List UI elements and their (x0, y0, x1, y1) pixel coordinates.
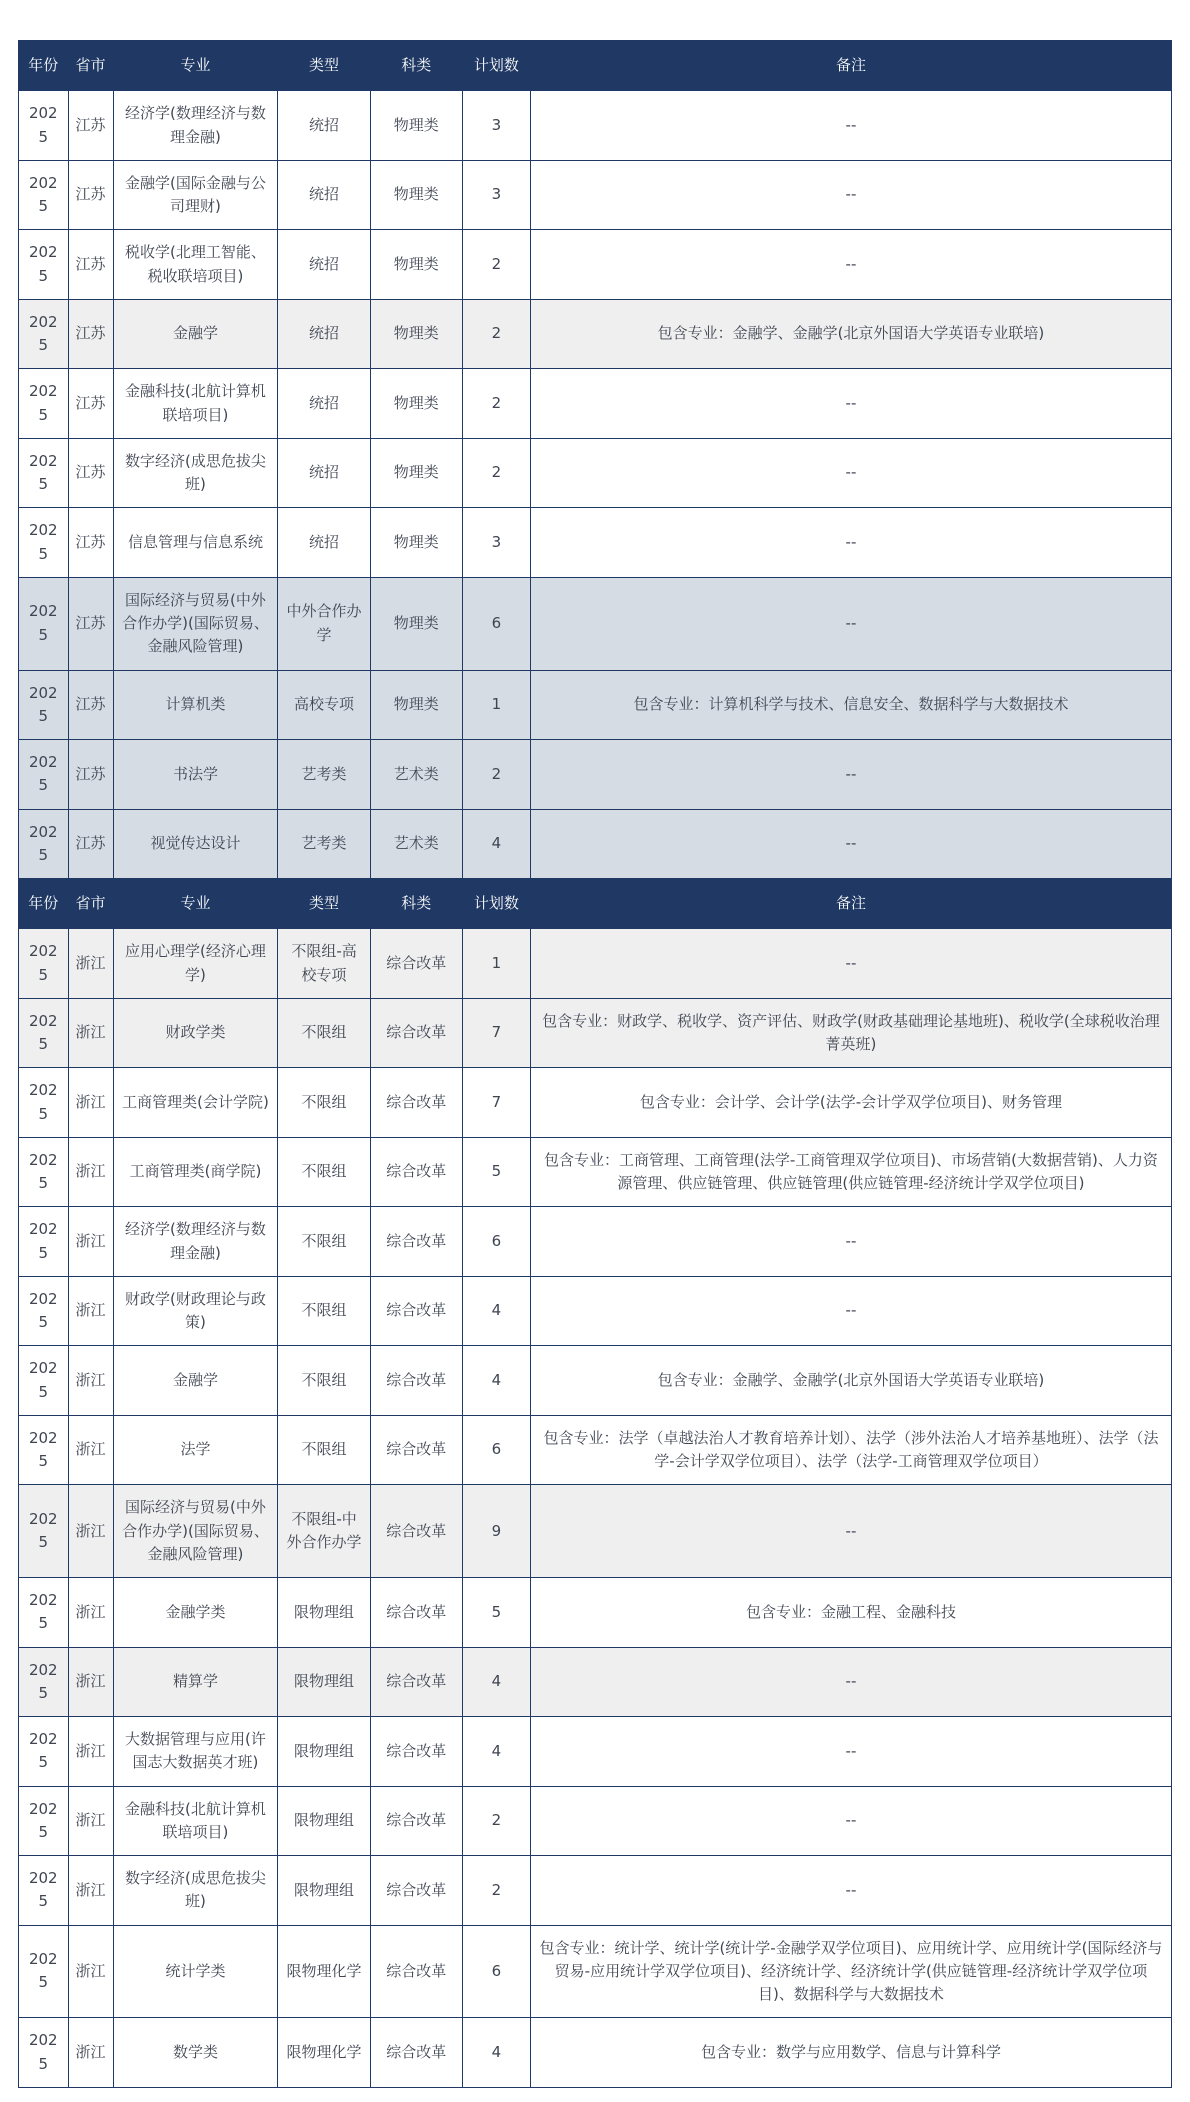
plan-cell: 5 (462, 1137, 530, 1207)
table-row (19, 1068, 1172, 1138)
subject-cell: 综合改革 (370, 1717, 462, 1787)
remark-cell: 包含专业：金融学、金融学(北京外国语大学英语专业联培) (530, 1346, 1171, 1416)
major-cell: 数字经济(成思危拔尖班) (113, 1856, 278, 1926)
year-cell: 2025 (19, 1207, 69, 1277)
table-row (19, 438, 1172, 508)
province-cell: 浙江 (68, 1276, 113, 1346)
plan-cell: 2 (462, 369, 530, 439)
column-header-major: 专业 (113, 41, 278, 91)
table-row (19, 1856, 1172, 1926)
type-cell: 统招 (278, 369, 370, 439)
type-cell: 限物理组 (278, 1647, 370, 1717)
year-cell: 2025 (19, 1137, 69, 1207)
remark-cell: 包含专业：统计学、统计学(统计学-金融学双学位项目)、应用统计学、应用统计学(国际经济与贸易-应用统计学双学位项目)、经济统计学、经济统计学(供应链管理-经济统计学双学位项目)、数据科学与大数据技术 (530, 1925, 1171, 2018)
table-row (19, 1346, 1172, 1416)
major-cell: 金融学 (113, 1346, 278, 1416)
table-row (19, 230, 1172, 300)
year-cell: 2025 (19, 929, 69, 999)
subject-cell: 综合改革 (370, 1068, 462, 1138)
plan-cell: 2 (462, 299, 530, 369)
year-cell: 2025 (19, 1276, 69, 1346)
province-cell: 浙江 (68, 929, 113, 999)
major-cell: 国际经济与贸易(中外合作办学)(国际贸易、金融风险管理) (113, 1485, 278, 1578)
province-cell: 浙江 (68, 1485, 113, 1578)
province-cell: 江苏 (68, 369, 113, 439)
province-cell: 浙江 (68, 1578, 113, 1648)
type-cell: 统招 (278, 160, 370, 230)
plan-cell: 4 (462, 1717, 530, 1787)
remark-cell: -- (530, 1647, 1171, 1717)
province-cell: 江苏 (68, 508, 113, 578)
type-cell: 不限组 (278, 1346, 370, 1416)
subject-cell: 综合改革 (370, 1647, 462, 1717)
province-cell: 浙江 (68, 1137, 113, 1207)
plan-cell: 4 (462, 1346, 530, 1416)
type-cell: 限物理化学 (278, 1925, 370, 2018)
type-cell: 统招 (278, 230, 370, 300)
remark-cell: -- (530, 929, 1171, 999)
subject-cell: 艺术类 (370, 740, 462, 810)
major-cell: 信息管理与信息系统 (113, 508, 278, 578)
major-cell: 工商管理类(商学院) (113, 1137, 278, 1207)
type-cell: 统招 (278, 91, 370, 161)
remark-cell: -- (530, 1207, 1171, 1277)
table-row (19, 160, 1172, 230)
plan-cell: 3 (462, 160, 530, 230)
remark-cell: -- (530, 1485, 1171, 1578)
subject-cell: 综合改革 (370, 1925, 462, 2018)
plan-cell: 1 (462, 670, 530, 740)
column-header-plan: 计划数 (462, 879, 530, 929)
province-cell: 浙江 (68, 1207, 113, 1277)
year-cell: 2025 (19, 1647, 69, 1717)
type-cell: 不限组 (278, 1068, 370, 1138)
subject-cell: 物理类 (370, 299, 462, 369)
plan-cell: 6 (462, 1207, 530, 1277)
year-cell: 2025 (19, 577, 69, 670)
column-header-subject: 科类 (370, 41, 462, 91)
table-row (19, 740, 1172, 810)
major-cell: 金融学 (113, 299, 278, 369)
table-header-row-jiangsu (19, 41, 1172, 91)
subject-cell: 综合改革 (370, 1276, 462, 1346)
table-row (19, 1578, 1172, 1648)
year-cell: 2025 (19, 670, 69, 740)
plan-cell: 5 (462, 1578, 530, 1648)
admission-plan-table (18, 40, 1172, 2088)
plan-cell: 6 (462, 1415, 530, 1485)
province-cell: 江苏 (68, 438, 113, 508)
major-cell: 财政学(财政理论与政策) (113, 1276, 278, 1346)
type-cell: 统招 (278, 508, 370, 578)
remark-cell: 包含专业：金融工程、金融科技 (530, 1578, 1171, 1648)
table-row (19, 577, 1172, 670)
plan-cell: 4 (462, 2018, 530, 2088)
type-cell: 艺考类 (278, 809, 370, 879)
remark-cell: 包含专业：法学（卓越法治人才教育培养计划）、法学（涉外法治人才培养基地班）、法学（法学-会计学双学位项目）、法学（法学-工商管理双学位项目） (530, 1415, 1171, 1485)
type-cell: 限物理组 (278, 1786, 370, 1856)
province-cell: 浙江 (68, 1647, 113, 1717)
year-cell: 2025 (19, 1717, 69, 1787)
remark-cell: -- (530, 438, 1171, 508)
type-cell: 统招 (278, 438, 370, 508)
year-cell: 2025 (19, 438, 69, 508)
province-cell: 江苏 (68, 577, 113, 670)
plan-cell: 7 (462, 998, 530, 1068)
major-cell: 金融学(国际金融与公司理财) (113, 160, 278, 230)
subject-cell: 综合改革 (370, 929, 462, 999)
remark-cell: -- (530, 809, 1171, 879)
table-row (19, 1485, 1172, 1578)
province-cell: 浙江 (68, 1068, 113, 1138)
table-row (19, 1786, 1172, 1856)
province-cell: 浙江 (68, 1856, 113, 1926)
remark-cell: -- (530, 577, 1171, 670)
table-row (19, 1647, 1172, 1717)
major-cell: 应用心理学(经济心理学) (113, 929, 278, 999)
province-cell: 浙江 (68, 2018, 113, 2088)
year-cell: 2025 (19, 1068, 69, 1138)
table-header-row-zhejiang (19, 879, 1172, 929)
subject-cell: 综合改革 (370, 2018, 462, 2088)
major-cell: 税收学(北理工智能、税收联培项目) (113, 230, 278, 300)
table-row (19, 508, 1172, 578)
column-header-province: 省市 (68, 879, 113, 929)
remark-cell: 包含专业：会计学、会计学(法学-会计学双学位项目)、财务管理 (530, 1068, 1171, 1138)
table-row (19, 1925, 1172, 2018)
subject-cell: 物理类 (370, 160, 462, 230)
plan-cell: 2 (462, 740, 530, 810)
plan-cell: 3 (462, 91, 530, 161)
plan-cell: 2 (462, 438, 530, 508)
type-cell: 中外合作办学 (278, 577, 370, 670)
year-cell: 2025 (19, 740, 69, 810)
plan-cell: 4 (462, 1647, 530, 1717)
subject-cell: 综合改革 (370, 1485, 462, 1578)
subject-cell: 物理类 (370, 230, 462, 300)
table-row (19, 1276, 1172, 1346)
type-cell: 不限组 (278, 1415, 370, 1485)
subject-cell: 物理类 (370, 91, 462, 161)
province-cell: 江苏 (68, 160, 113, 230)
plan-cell: 6 (462, 1925, 530, 2018)
major-cell: 计算机类 (113, 670, 278, 740)
major-cell: 金融学类 (113, 1578, 278, 1648)
subject-cell: 综合改革 (370, 1856, 462, 1926)
type-cell: 限物理化学 (278, 2018, 370, 2088)
type-cell: 不限组 (278, 1207, 370, 1277)
remark-cell: -- (530, 160, 1171, 230)
type-cell: 限物理组 (278, 1578, 370, 1648)
year-cell: 2025 (19, 809, 69, 879)
column-header-plan: 计划数 (462, 41, 530, 91)
table-row (19, 91, 1172, 161)
major-cell: 精算学 (113, 1647, 278, 1717)
province-cell: 江苏 (68, 299, 113, 369)
column-header-type: 类型 (278, 41, 370, 91)
remark-cell: -- (530, 508, 1171, 578)
province-cell: 江苏 (68, 809, 113, 879)
province-cell: 江苏 (68, 91, 113, 161)
plan-cell: 7 (462, 1068, 530, 1138)
plan-cell: 2 (462, 1856, 530, 1926)
type-cell: 统招 (278, 299, 370, 369)
type-cell: 不限组 (278, 998, 370, 1068)
province-cell: 浙江 (68, 1925, 113, 2018)
type-cell: 限物理组 (278, 1717, 370, 1787)
plan-cell: 4 (462, 809, 530, 879)
remark-cell: -- (530, 1717, 1171, 1787)
subject-cell: 物理类 (370, 670, 462, 740)
admission-plan-table-container (18, 40, 1172, 2088)
subject-cell: 综合改革 (370, 998, 462, 1068)
remark-cell: 包含专业：财政学、税收学、资产评估、财政学(财政基础理论基地班)、税收学(全球税收治理菁英班) (530, 998, 1171, 1068)
subject-cell: 综合改革 (370, 1786, 462, 1856)
year-cell: 2025 (19, 1578, 69, 1648)
type-cell: 不限组-中外合作办学 (278, 1485, 370, 1578)
type-cell: 限物理组 (278, 1856, 370, 1926)
column-header-major: 专业 (113, 879, 278, 929)
year-cell: 2025 (19, 1786, 69, 1856)
province-cell: 浙江 (68, 1717, 113, 1787)
type-cell: 高校专项 (278, 670, 370, 740)
plan-cell: 9 (462, 1485, 530, 1578)
type-cell: 不限组 (278, 1137, 370, 1207)
remark-cell: -- (530, 740, 1171, 810)
subject-cell: 物理类 (370, 369, 462, 439)
table-row (19, 670, 1172, 740)
table-row (19, 1137, 1172, 1207)
column-header-remark: 备注 (530, 41, 1171, 91)
major-cell: 国际经济与贸易(中外合作办学)(国际贸易、金融风险管理) (113, 577, 278, 670)
subject-cell: 艺术类 (370, 809, 462, 879)
province-cell: 浙江 (68, 1415, 113, 1485)
subject-cell: 综合改革 (370, 1137, 462, 1207)
column-header-year: 年份 (19, 879, 69, 929)
table-row (19, 369, 1172, 439)
year-cell: 2025 (19, 998, 69, 1068)
province-cell: 江苏 (68, 670, 113, 740)
major-cell: 经济学(数理经济与数理金融) (113, 91, 278, 161)
year-cell: 2025 (19, 1485, 69, 1578)
subject-cell: 物理类 (370, 508, 462, 578)
remark-cell: 包含专业：工商管理、工商管理(法学-工商管理双学位项目)、市场营销(大数据营销)、人力资源管理、供应链管理、供应链管理(供应链管理-经济统计学双学位项目) (530, 1137, 1171, 1207)
plan-cell: 4 (462, 1276, 530, 1346)
table-row (19, 2018, 1172, 2088)
major-cell: 书法学 (113, 740, 278, 810)
subject-cell: 综合改革 (370, 1207, 462, 1277)
type-cell: 不限组 (278, 1276, 370, 1346)
year-cell: 2025 (19, 160, 69, 230)
major-cell: 财政学类 (113, 998, 278, 1068)
column-header-remark: 备注 (530, 879, 1171, 929)
table-row (19, 1415, 1172, 1485)
province-cell: 江苏 (68, 230, 113, 300)
year-cell: 2025 (19, 91, 69, 161)
major-cell: 大数据管理与应用(许国志大数据英才班) (113, 1717, 278, 1787)
subject-cell: 物理类 (370, 577, 462, 670)
major-cell: 统计学类 (113, 1925, 278, 2018)
table-row (19, 998, 1172, 1068)
plan-cell: 1 (462, 929, 530, 999)
year-cell: 2025 (19, 1856, 69, 1926)
year-cell: 2025 (19, 1415, 69, 1485)
column-header-province: 省市 (68, 41, 113, 91)
subject-cell: 综合改革 (370, 1346, 462, 1416)
year-cell: 2025 (19, 2018, 69, 2088)
remark-cell: 包含专业：计算机科学与技术、信息安全、数据科学与大数据技术 (530, 670, 1171, 740)
table-row (19, 299, 1172, 369)
table-row (19, 929, 1172, 999)
major-cell: 视觉传达设计 (113, 809, 278, 879)
remark-cell: -- (530, 1856, 1171, 1926)
major-cell: 法学 (113, 1415, 278, 1485)
table-row (19, 1717, 1172, 1787)
column-header-type: 类型 (278, 879, 370, 929)
province-cell: 浙江 (68, 1346, 113, 1416)
remark-cell: -- (530, 1786, 1171, 1856)
province-cell: 江苏 (68, 740, 113, 810)
province-cell: 浙江 (68, 998, 113, 1068)
type-cell: 艺考类 (278, 740, 370, 810)
plan-cell: 2 (462, 1786, 530, 1856)
type-cell: 不限组-高校专项 (278, 929, 370, 999)
remark-cell: -- (530, 1276, 1171, 1346)
table-row (19, 809, 1172, 879)
plan-cell: 6 (462, 577, 530, 670)
year-cell: 2025 (19, 230, 69, 300)
remark-cell: -- (530, 230, 1171, 300)
table-row (19, 1207, 1172, 1277)
year-cell: 2025 (19, 1925, 69, 2018)
major-cell: 金融科技(北航计算机联培项目) (113, 1786, 278, 1856)
year-cell: 2025 (19, 1346, 69, 1416)
province-cell: 浙江 (68, 1786, 113, 1856)
subject-cell: 综合改革 (370, 1578, 462, 1648)
plan-cell: 3 (462, 508, 530, 578)
year-cell: 2025 (19, 508, 69, 578)
subject-cell: 物理类 (370, 438, 462, 508)
plan-cell: 2 (462, 230, 530, 300)
remark-cell: 包含专业：金融学、金融学(北京外国语大学英语专业联培) (530, 299, 1171, 369)
remark-cell: 包含专业：数学与应用数学、信息与计算科学 (530, 2018, 1171, 2088)
year-cell: 2025 (19, 299, 69, 369)
major-cell: 工商管理类(会计学院) (113, 1068, 278, 1138)
year-cell: 2025 (19, 369, 69, 439)
column-header-year: 年份 (19, 41, 69, 91)
subject-cell: 综合改革 (370, 1415, 462, 1485)
column-header-subject: 科类 (370, 879, 462, 929)
major-cell: 数学类 (113, 2018, 278, 2088)
remark-cell: -- (530, 369, 1171, 439)
major-cell: 数字经济(成思危拔尖班) (113, 438, 278, 508)
major-cell: 金融科技(北航计算机联培项目) (113, 369, 278, 439)
remark-cell: -- (530, 91, 1171, 161)
major-cell: 经济学(数理经济与数理金融) (113, 1207, 278, 1277)
